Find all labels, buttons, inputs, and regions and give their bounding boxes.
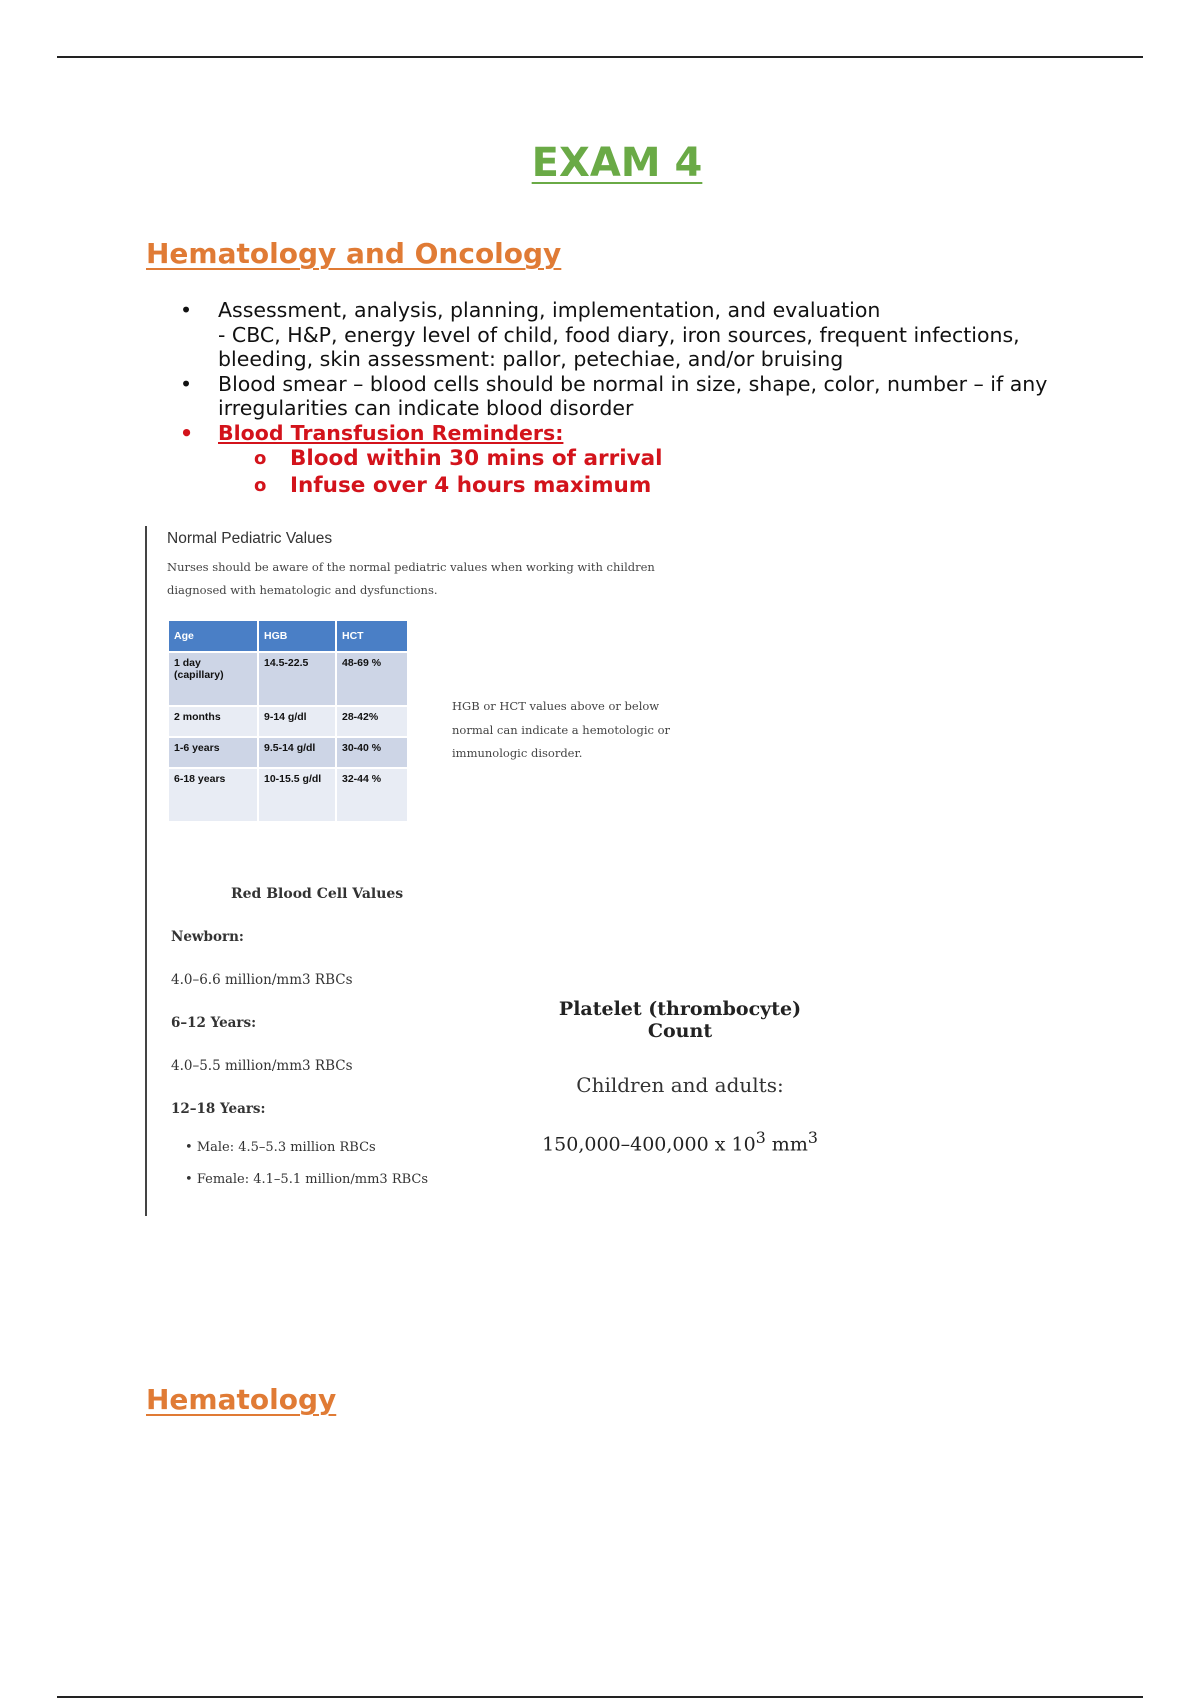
bullet-icon: • — [180, 420, 194, 445]
table-header-age: Age — [169, 621, 258, 652]
table-row: 1 day (capillary) 14.5-22.5 48-69 % — [169, 652, 408, 706]
list-item: • Blood smear – blood cells should be normal in size, shape, color, number – if any irregularities can indicate blood disorder — [180, 371, 1048, 420]
list-item: • Male: 4.5–5.3 million RBCs — [185, 1140, 376, 1155]
pediatric-values-figure — [145, 526, 905, 1216]
table-row: 2 months 9-14 g/dl 28-42% — [169, 706, 408, 737]
bullet-icon: • — [180, 371, 193, 396]
rbc-6-12-value: 4.0–5.5 million/mm3 RBCs — [171, 1058, 353, 1074]
platelet-value: 150,000–400,000 x $10^3$ $mm^3$ — [542, 1128, 818, 1156]
rbc-12-18-label: 12–18 Years: — [171, 1101, 266, 1117]
rbc-newborn-value: 4.0–6.6 million/mm3 RBCs — [171, 972, 353, 988]
hgb-hct-note: HGB or HCT values above or below normal can indicate a hemotologic or immunologic disorder. — [452, 699, 671, 760]
figure-heading: Normal Pediatric Values — [167, 530, 333, 547]
section-heading-hematology: Hematology — [146, 1383, 337, 1416]
table-row: 6-18 years 10-15.5 g/dl 32-44 % — [169, 768, 408, 821]
section-heading-hematology-oncology: Hematology and Oncology — [146, 237, 562, 270]
bullet-icon: • — [180, 298, 193, 322]
rbc-title: Red Blood Cell Values — [231, 886, 404, 902]
figure-description: Nurses should be aware of the normal pediatric values when working with children diagnosed with hematologic and dysfunctions. — [167, 560, 655, 597]
platelet-subtitle: Children and adults: — [576, 1073, 784, 1097]
circle-bullet-icon: o — [254, 448, 267, 469]
table-header-hgb: HGB — [258, 621, 336, 652]
rbc-6-12-label: 6–12 Years: — [171, 1015, 257, 1031]
bullet-list — [180, 298, 1080, 499]
transfusion-reminder-item — [180, 421, 1080, 446]
table-header-hct: HCT — [336, 621, 408, 652]
figure-left-border — [145, 526, 147, 1216]
table-row: 1-6 years 9.5-14 g/dl 30-40 % — [169, 737, 408, 768]
table-header-row — [169, 621, 408, 652]
platelet-count-block — [530, 998, 830, 1155]
sub-list-item: o Blood within 30 mins of arrival — [254, 446, 663, 471]
bottom-rule — [57, 1696, 1143, 1698]
top-rule — [57, 56, 1143, 58]
list-item: • Assessment, analysis, planning, implementation, and evaluation - CBC, H&P, energy level of child, food diary, iron sources, frequent infections, bleeding, skin assessment: pallor, petechiae, and/or bruising — [180, 298, 1020, 371]
rbc-newborn-label: Newborn: — [171, 929, 244, 945]
page-title: EXAM 4 — [531, 140, 703, 186]
circle-bullet-icon: o — [254, 475, 267, 496]
sub-list-item: o Infuse over 4 hours maximum — [254, 473, 652, 498]
pediatric-values-table — [169, 621, 409, 821]
platelet-title: Platelet (thrombocyte) Count — [558, 998, 802, 1042]
list-item: • Female: 4.1–5.1 million/mm3 RBCs — [185, 1172, 429, 1187]
transfusion-reminder-label: Blood Transfusion Reminders: — [218, 420, 564, 445]
